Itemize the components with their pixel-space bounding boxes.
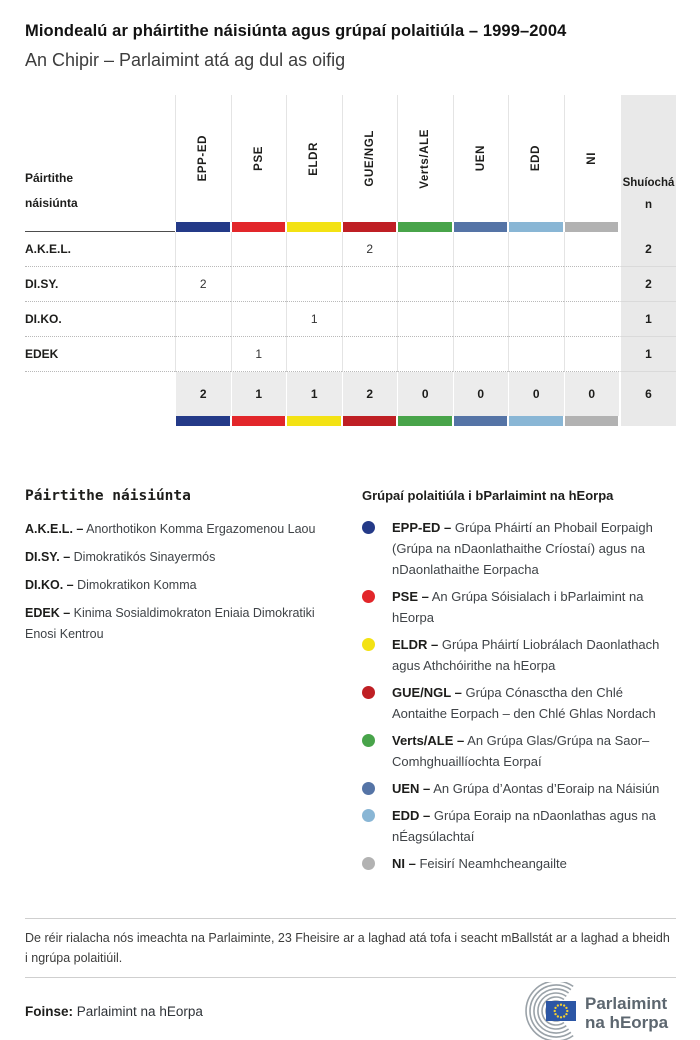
column-header-verts-ale: Verts/ALE [397,95,453,222]
column-header-edd: EDD [508,95,564,222]
table-cell [231,267,287,302]
table-cell [508,267,564,302]
table-cell [564,267,620,302]
pse-dot-icon [362,590,375,603]
party-label: DI.KO. [25,302,175,337]
legend-item: UEN – An Grúpa d’Aontas d’Eoraip na Náisiún [362,778,676,799]
logo-wordmark-line1: Parlaimint [585,994,668,1013]
seats-cell: 1 [619,337,676,372]
table-cell [453,302,509,337]
table-cell [397,337,453,372]
legend-item: EDEK – Kinima Sosialdimokraton Eniaia Dimokratiki Enosi Kentrou [25,606,315,641]
political-groups-legend-header: Grúpaí polaitiúla i bParlaimint na hEorpa [362,488,614,503]
group-color-bar-uen [453,416,509,426]
total-cell: 0 [397,372,453,416]
group-color-bar-eldr [286,416,342,426]
group-color-bar-verts-ale [397,222,453,232]
seats-column-filler [619,416,676,426]
table-cell [175,302,231,337]
seats-cell: 1 [619,302,676,337]
party-label: A.K.E.L. [25,232,175,267]
column-header-eldr: ELDR [286,95,342,222]
legend-item: NI – Feisirí Neamhcheangailte [362,853,676,874]
group-color-bar-verts-ale [397,416,453,426]
total-cell: 0 [453,372,509,416]
ni-dot-icon [362,857,375,870]
group-color-bar-edd [508,416,564,426]
epp-ed-dot-icon [362,521,375,534]
page-subtitle: An Chipir – Parlaimint atá ag dul as oifig [25,50,346,70]
bottom-bar-spacer [25,416,175,426]
table-cell [397,267,453,302]
seats-table [25,95,676,426]
table-cell [564,337,620,372]
total-seats-cell: 6 [619,372,676,416]
table-cell [508,232,564,267]
divider [25,977,676,978]
verts-ale-dot-icon [362,734,375,747]
legend-item: GUE/NGL – Grúpa Cónasctha den Chlé Aontaithe Eorpach – den Chlé Ghlas Nordach [362,682,676,724]
table-cell [342,267,398,302]
party-label: EDEK [25,337,175,372]
legend-item: PSE – An Grúpa Sóisialach i bParlaimint na hEorpa [362,586,676,628]
legend-item: A.K.E.L. – Anorthotikon Komma Ergazomenou Laou [25,522,316,536]
seats-column-filler [619,222,676,232]
gue-ngl-dot-icon [362,686,375,699]
table-cell: 2 [175,267,231,302]
legend-item: DI.SY. – Dimokratikós Sinayermós [25,550,216,564]
political-groups-legend [362,488,676,880]
divider [25,918,676,919]
table-cell [231,232,287,267]
national-parties-legend-header: Páirtithe náisiúnta [25,488,191,504]
legend [25,488,676,880]
logo-wordmark-line2: na hEorpa [585,1013,669,1032]
column-header-gue-ngl: GUE/NGL [342,95,398,222]
table-cell [564,232,620,267]
group-color-bar-edd [508,222,564,232]
footnote: De réir rialacha nós imeachta na Parlaiminte, 23 Fheisire ar a laghad atá tofa i seacht mBallstát ar a laghad a bheidh i ngrúpa polaitiúil. [25,931,670,965]
table-cell [286,337,342,372]
table-cell [397,232,453,267]
group-color-bar-pse [231,222,287,232]
legend-item: ELDR – Grúpa Pháirtí Liobrálach Daonlathach agus Athchóirithe na hEorpa [362,634,676,676]
european-parliament-logo [508,982,676,1040]
table-cell: 1 [231,337,287,372]
table-cell [286,267,342,302]
group-color-bar-uen [453,222,509,232]
column-header-uen: UEN [453,95,509,222]
table-cell [453,232,509,267]
table-cell [453,267,509,302]
table-cell [175,337,231,372]
page-title: Miondealú ar pháirtithe náisiúnta agus grúpaí polaitiúla – 1999–2004 [25,22,567,40]
total-cell: 2 [175,372,231,416]
total-cell: 2 [342,372,398,416]
uen-dot-icon [362,782,375,795]
source-row [25,982,676,1040]
table-cell: 2 [342,232,398,267]
row-axis-header: Páirtithe náisiúnta [25,170,78,210]
group-color-bar-pse [231,416,287,426]
table-cell [508,337,564,372]
column-header-pse: PSE [231,95,287,222]
group-color-bar-ni [564,222,620,232]
table-cell [175,232,231,267]
group-color-bar-eldr [286,222,342,232]
source-line: Foinse: Parlaimint na hEorpa [25,1003,203,1019]
seats-cell: 2 [619,232,676,267]
legend-item: Verts/ALE – An Grúpa Glas/Grúpa na Saor–Comhghuaillíochta Eorpaí [362,730,676,772]
legend-item: EPP-ED – Grúpa Pháirtí an Phobail Eorpaigh (Grúpa na nDaonlathaithe Críostaí) agus na nDaonlathaithe Eorpacha [362,517,676,580]
eu-flag-icon [546,1001,576,1021]
eldr-dot-icon [362,638,375,651]
table-cell: 1 [286,302,342,337]
header-underline [25,222,175,232]
group-color-bar-epp-ed [175,416,231,426]
column-header-epp-ed: EPP-ED [175,95,231,222]
legend-item: DI.KO. – Dimokratikon Komma [25,578,197,592]
party-label: DI.SY. [25,267,175,302]
group-color-bar-gue-ngl [342,416,398,426]
table-cell [564,302,620,337]
total-cell: 1 [286,372,342,416]
table-cell [286,232,342,267]
table-cell [397,302,453,337]
group-color-bar-ni [564,416,620,426]
column-header-ni: NI [564,95,620,222]
table-cell [231,302,287,337]
national-parties-legend [25,488,362,880]
group-color-bar-gue-ngl [342,222,398,232]
total-cell: 0 [508,372,564,416]
table-cell [342,302,398,337]
table-cell [342,337,398,372]
totals-row-spacer [25,372,175,416]
group-color-bar-epp-ed [175,222,231,232]
seats-cell: 2 [619,267,676,302]
edd-dot-icon [362,809,375,822]
table-cell [453,337,509,372]
total-cell: 1 [231,372,287,416]
legend-item: EDD – Grúpa Eoraip na nDaonlathas agus na nÉagsúlachtaí [362,805,676,847]
table-cell [508,302,564,337]
column-header-seats: Shuíochán [619,95,676,222]
total-cell: 0 [564,372,620,416]
